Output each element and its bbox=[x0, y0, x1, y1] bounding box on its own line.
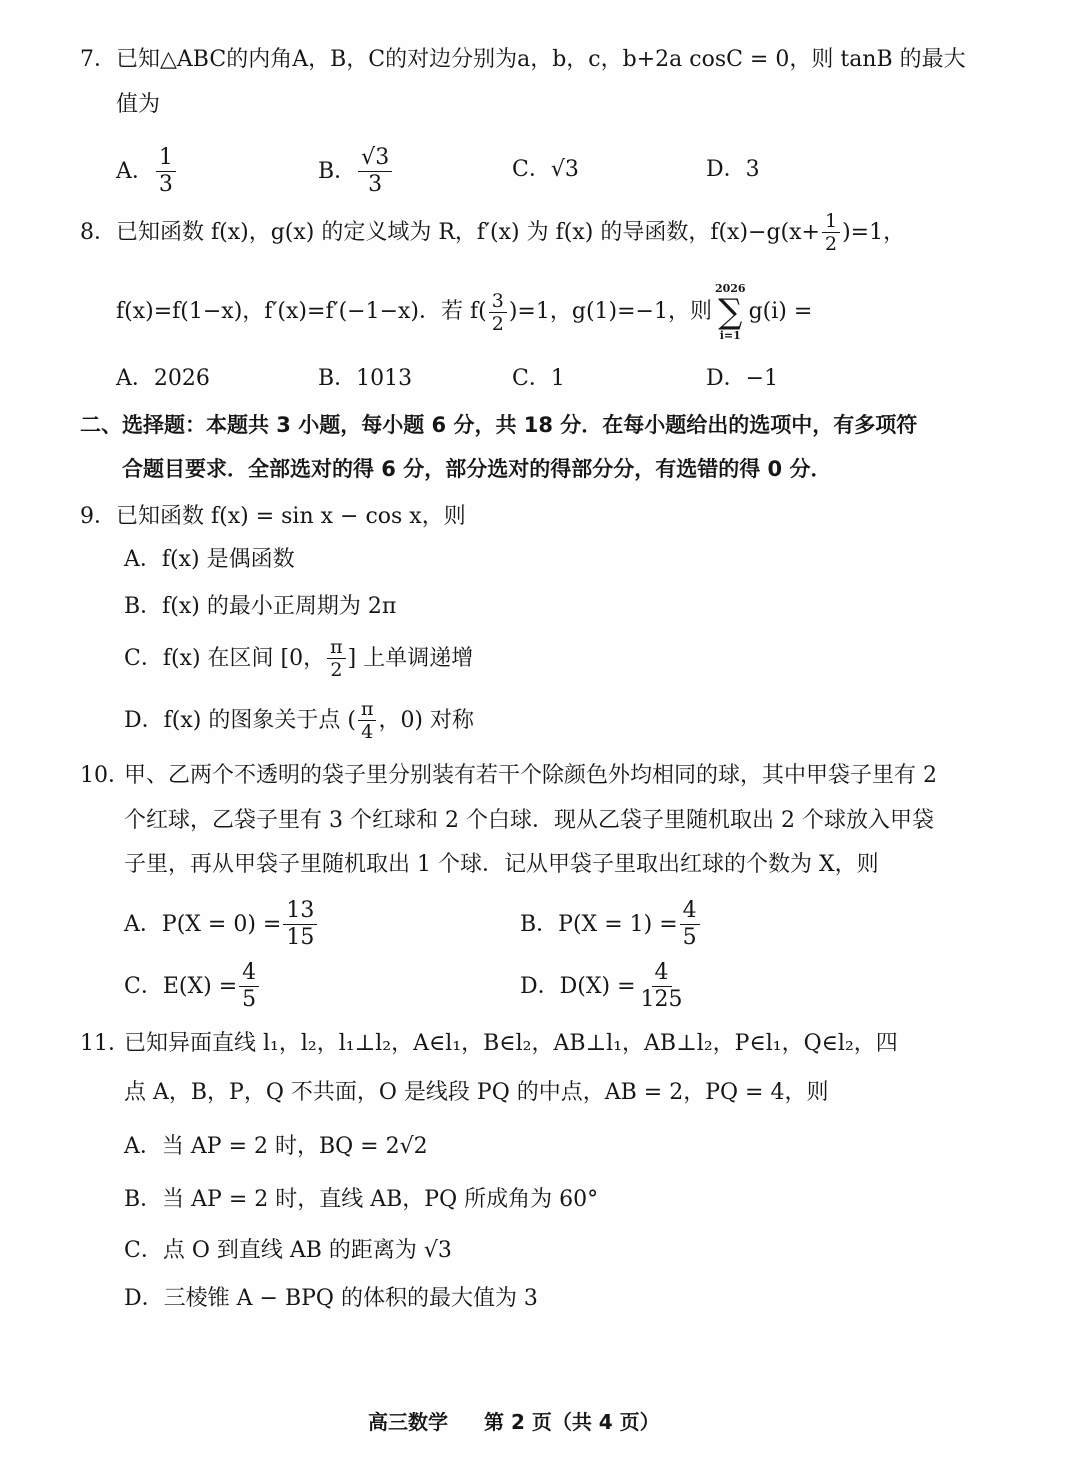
question-11-line1: 已知异面直线 l₁，l₂，l₁⊥l₂，A∈l₁，B∈l₂，AB⊥l₁，AB⊥l₂，P∈l₁，Q∈l₂，四 bbox=[124, 1031, 898, 1056]
q8-line2-part: g(i) = bbox=[748, 299, 813, 324]
numerator: 1 bbox=[822, 210, 840, 233]
q10-option-d-part: D．D(X) = bbox=[520, 973, 636, 999]
q7-option-b-label: B． bbox=[318, 158, 357, 184]
q8-option-b: B．1013 bbox=[318, 366, 413, 391]
q10-option-a-part: A．P(X = 0) = bbox=[124, 911, 282, 937]
question-7-stem-cont: 值为 bbox=[116, 92, 161, 117]
question-7-number: 7． bbox=[80, 47, 116, 72]
q8-option-c: C．1 bbox=[512, 366, 565, 391]
question-10-line2: 个红球，乙袋子里有 3 个红球和 2 个白球．现从乙袋子里随机取出 2 个球放入甲袋 bbox=[124, 808, 934, 833]
q10-option-b bbox=[520, 898, 702, 951]
q7-option-b-fraction bbox=[358, 145, 392, 198]
q11-option-c: C．点 O 到直线 AB 的距离为 √3 bbox=[124, 1238, 452, 1263]
question-10-line3: 子里，再从甲袋子里随机取出 1 个球．记从甲袋子里取出红球的个数为 X，则 bbox=[124, 852, 879, 877]
q7-option-b bbox=[318, 145, 394, 198]
q10-option-b-fraction bbox=[680, 898, 700, 951]
q7-option-a-fraction bbox=[156, 145, 176, 198]
denominator: 2 bbox=[330, 659, 343, 681]
q11-option-d: D．三棱锥 A − BPQ 的体积的最大值为 3 bbox=[124, 1286, 538, 1311]
q7-option-c bbox=[512, 155, 579, 185]
q7-option-c-label: C． bbox=[512, 157, 551, 182]
q9-option-b: B．f(x) 的最小正周期为 2π bbox=[124, 594, 397, 619]
q7-option-c-value: √3 bbox=[550, 157, 579, 182]
sum-upper-limit: 2026 bbox=[714, 282, 746, 295]
q10-option-c-fraction bbox=[239, 960, 259, 1013]
q8-option-d: D．−1 bbox=[706, 366, 779, 391]
q8-line2-part: )=1，g(1)=−1，则 bbox=[508, 299, 712, 324]
denominator: 5 bbox=[682, 925, 697, 950]
numerator: 13 bbox=[283, 898, 317, 925]
numerator: 4 bbox=[680, 898, 700, 925]
q7-option-a-label: A． bbox=[116, 158, 154, 184]
q10-option-d-fraction bbox=[638, 960, 686, 1013]
section-2-heading-cont: 合题目要求．全部选对的得 6 分，部分选对的得部分分，有选错的得 0 分． bbox=[122, 457, 832, 481]
question-10-line1: 甲、乙两个不透明的袋子里分别装有若干个除颜色外均相同的球，其中甲袋子里有 2 bbox=[124, 763, 937, 788]
numerator: √3 bbox=[358, 145, 392, 172]
section-2-heading: 二、选择题：本题共 3 小题，每小题 6 分，共 18 分．在每小题给出的选项中，有多项符 bbox=[80, 413, 918, 437]
question-9-number: 9． bbox=[80, 504, 116, 529]
question-8-line2 bbox=[116, 282, 812, 342]
numerator: π bbox=[358, 698, 377, 721]
q8-stem-part: 已知函数 f(x)，g(x) 的定义域为 R，f′(x) 为 f(x) 的导函数，f(x)−g(x+ bbox=[116, 219, 820, 245]
numerator: π bbox=[327, 636, 346, 659]
q9-option-d bbox=[124, 698, 474, 743]
q8-line2-part: f(x)=f(1−x)，f′(x)=f′(−1−x)．若 f( bbox=[116, 299, 487, 324]
summation-sign bbox=[715, 282, 746, 342]
q10-option-b-part: B．P(X = 1) = bbox=[520, 911, 678, 937]
q9-option-a: A．f(x) 是偶函数 bbox=[124, 547, 295, 572]
footer-page-number: 第 2 页（共 4 页） bbox=[484, 1410, 660, 1434]
q10-option-c bbox=[124, 960, 261, 1013]
q9-option-c-part: ] 上单调递增 bbox=[347, 645, 474, 671]
numerator: 1 bbox=[156, 145, 176, 172]
footer-subject: 高三数学 bbox=[368, 1410, 448, 1434]
question-11-line2: 点 A，B，P，Q 不共面，O 是线段 PQ 的中点，AB = 2，PQ = 4，则 bbox=[124, 1080, 829, 1105]
q10-option-a-fraction bbox=[283, 898, 317, 951]
numerator: 4 bbox=[239, 960, 259, 987]
question-8-stem bbox=[116, 210, 905, 255]
denominator: 2 bbox=[491, 312, 504, 335]
q7-option-d-value: 3 bbox=[745, 157, 760, 182]
q9-option-d-fraction bbox=[358, 698, 377, 743]
sigma-symbol: ∑ bbox=[718, 292, 743, 332]
q9-option-c bbox=[124, 636, 473, 681]
q7-option-d-label: D． bbox=[706, 157, 746, 182]
question-11-number: 11． bbox=[80, 1031, 130, 1056]
question-8-number: 8． bbox=[80, 220, 116, 245]
q7-option-a bbox=[116, 145, 178, 198]
q10-option-a bbox=[124, 898, 319, 951]
question-10-number: 10． bbox=[80, 763, 130, 788]
q11-option-b: B．当 AP = 2 时，直线 AB，PQ 所成角为 60° bbox=[124, 1187, 599, 1212]
q8-line2-fraction bbox=[489, 290, 507, 335]
denominator: 15 bbox=[286, 925, 315, 950]
sum-lower-limit: i=1 bbox=[719, 329, 741, 342]
q11-option-a: A．当 AP = 2 时，BQ = 2√2 bbox=[124, 1134, 428, 1159]
denominator: 3 bbox=[368, 172, 383, 197]
denominator: 3 bbox=[158, 172, 173, 197]
q8-stem-part: )=1， bbox=[842, 219, 906, 245]
q9-option-d-part: ，0) 对称 bbox=[378, 707, 475, 733]
q9-option-d-part: D．f(x) 的图象关于点 ( bbox=[124, 707, 356, 733]
question-7-stem: 已知△ABC的内角A，B，C的对边分别为a，b，c，b+2a cosC = 0，则 tanB 的最大 bbox=[116, 47, 966, 72]
question-9-stem: 已知函数 f(x) = sin x − cos x，则 bbox=[116, 504, 466, 529]
denominator: 5 bbox=[242, 987, 257, 1012]
denominator: 125 bbox=[640, 987, 683, 1012]
q8-option-a: A．2026 bbox=[116, 366, 210, 391]
numerator: 3 bbox=[489, 290, 507, 313]
q10-option-d bbox=[520, 960, 688, 1013]
q10-option-c-part: C．E(X) = bbox=[124, 973, 238, 999]
numerator: 4 bbox=[652, 960, 672, 987]
denominator: 4 bbox=[361, 721, 374, 743]
q9-option-c-part: C．f(x) 在区间 [0， bbox=[124, 645, 326, 671]
q9-option-c-fraction bbox=[327, 636, 346, 681]
denominator: 2 bbox=[824, 233, 838, 255]
q7-option-d bbox=[706, 155, 760, 185]
q8-stem-fraction bbox=[822, 210, 840, 255]
